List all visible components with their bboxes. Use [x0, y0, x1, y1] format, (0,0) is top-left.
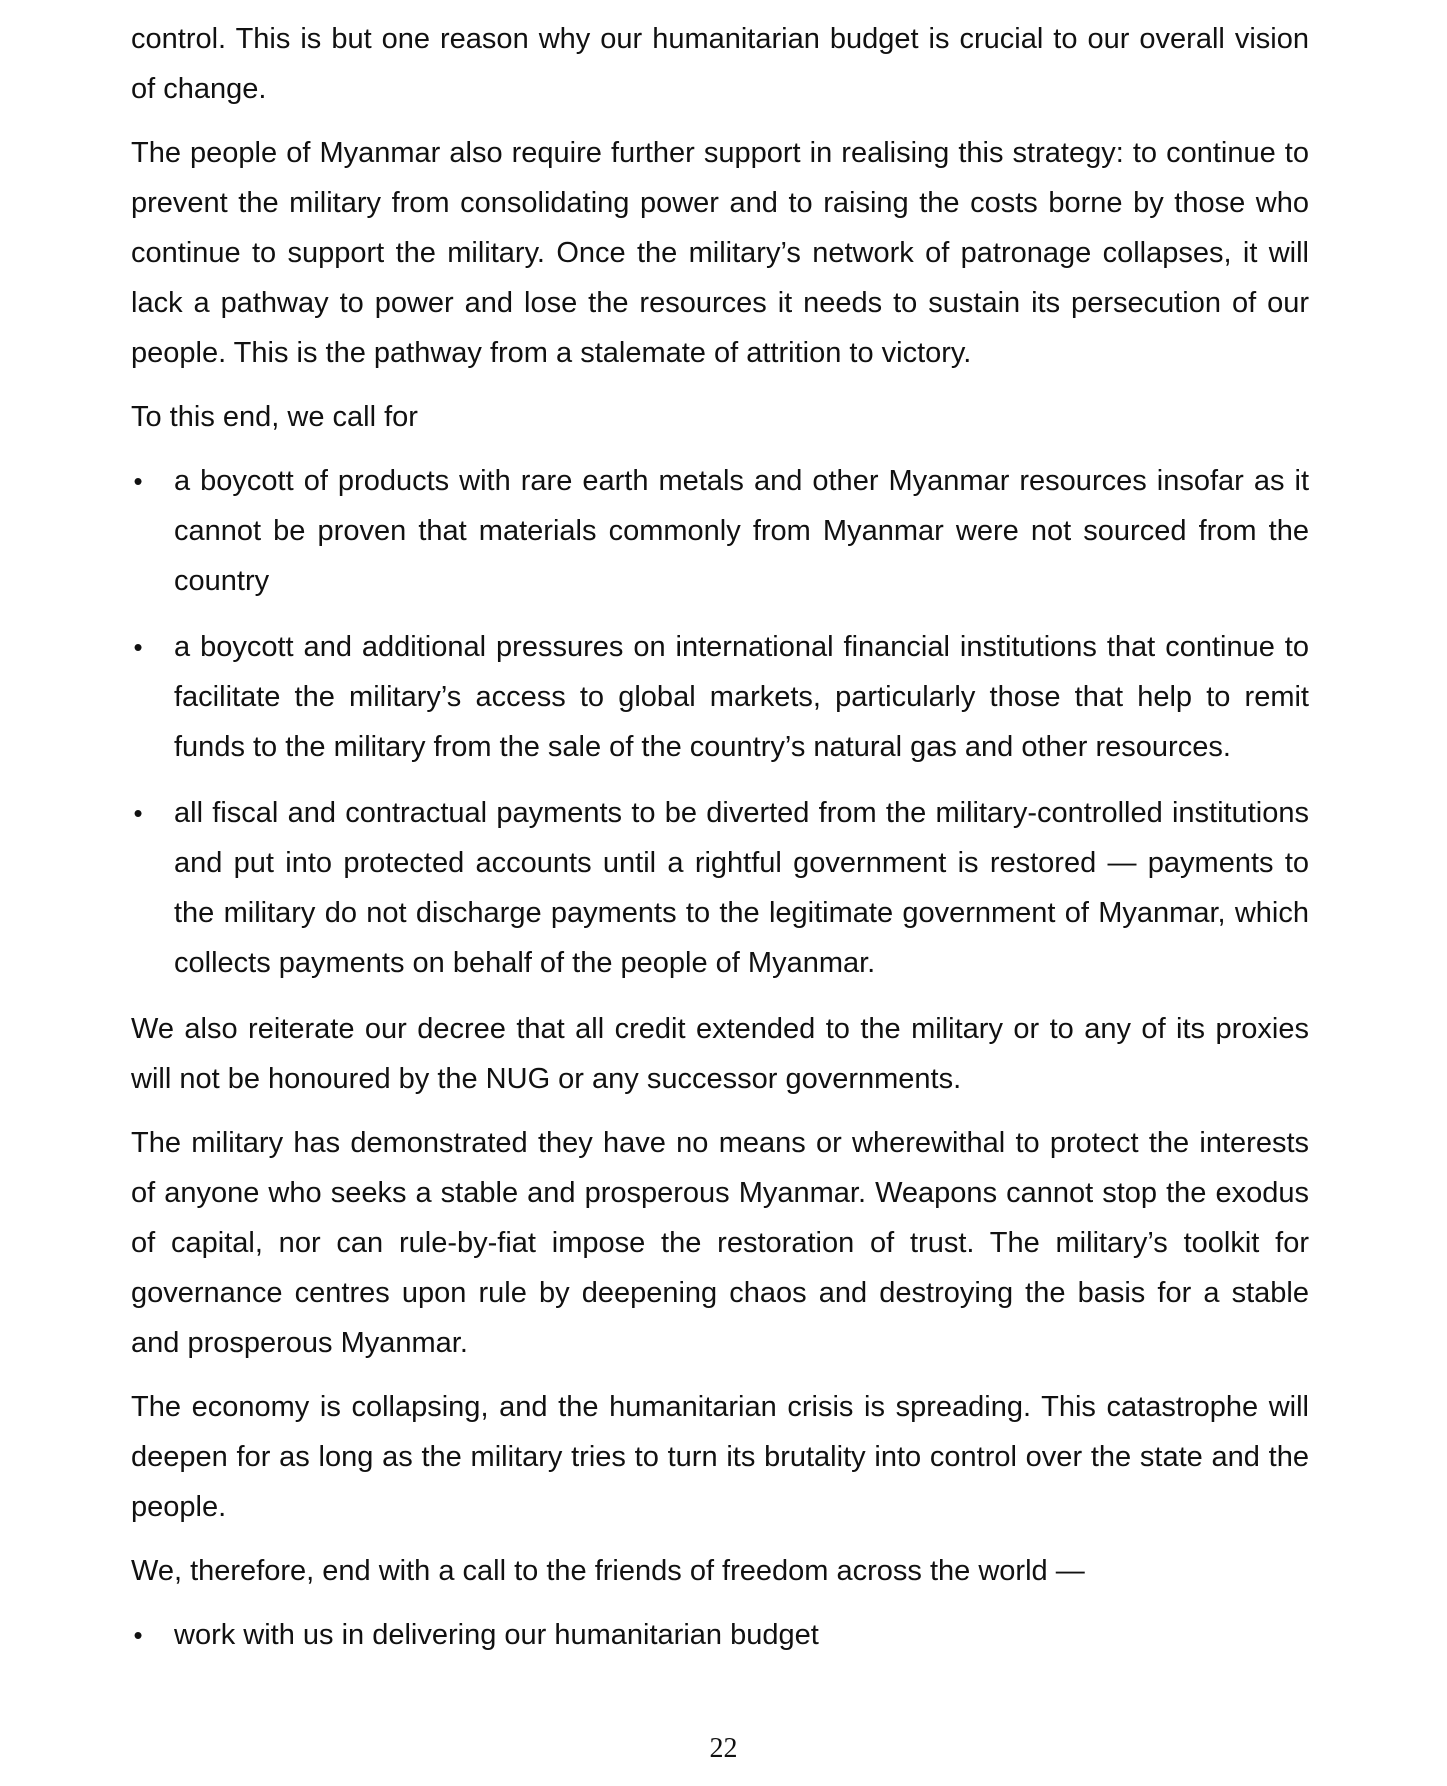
document-page	[131, 14, 1309, 1676]
list-item-text: all fiscal and contractual payments to be diverted from the military-controlled institutions and put into protected accounts until a rightful government is restored — payments to the military do not discharge payments to the legitimate government of Myanmar, which collects payments on behalf of the people of Myanmar.	[174, 797, 1309, 979]
list-item-text: a boycott and additional pressures on international financial institutions that continue to facilitate the military’s access to global markets, particularly those that help to remit funds to the military from the sale of the country’s natural gas and other resources.	[174, 631, 1309, 763]
paragraph: We also reiterate our decree that all credit extended to the military or to any of its proxies will not be honoured by the NUG or any successor governments.	[131, 1013, 1309, 1095]
paragraph: The economy is collapsing, and the humanitarian crisis is spreading. This catastrophe will deepen for as long as the military tries to turn its brutality into control over the state and the people.	[131, 1391, 1309, 1523]
paragraph: We, therefore, end with a call to the friends of freedom across the world —	[131, 1555, 1085, 1587]
bullet-icon: •	[133, 466, 143, 496]
paragraph: The military has demonstrated they have no means or wherewithal to protect the interests of anyone who seeks a stable and prosperous Myanmar. Weapons cannot stop the exodus of capital, nor can rule-by-fiat impose the restoration of trust. The military’s toolkit for governance centres upon rule by deepening chaos and destroying the basis for a stable and prosperous Myanmar.	[131, 1127, 1309, 1359]
list-item	[131, 1610, 1309, 1660]
list-item	[131, 622, 1309, 772]
list-item	[131, 456, 1309, 606]
paragraph: To this end, we call for	[131, 401, 418, 433]
list-item-text: a boycott of products with rare earth metals and other Myanmar resources insofar as it cannot be proven that materials commonly from Myanmar were not sourced from the country	[174, 465, 1309, 597]
paragraph: control. This is but one reason why our humanitarian budget is crucial to our overall vision of change.	[131, 23, 1309, 105]
final-calls-list	[131, 1610, 1309, 1660]
bullet-icon: •	[133, 1620, 143, 1650]
bullet-icon: •	[133, 798, 143, 828]
page-number: 22	[709, 1733, 738, 1764]
list-item	[131, 788, 1309, 988]
list-item-text: work with us in delivering our humanitarian budget	[174, 1619, 819, 1651]
calls-list	[131, 456, 1309, 988]
bullet-icon: •	[133, 632, 143, 662]
paragraph: The people of Myanmar also require further support in realising this strategy: to continue to prevent the military from consolidating power and to raising the costs borne by those who continue to support the military. Once the military’s network of patronage collapses, it will lack a pathway to power and lose the resources it needs to sustain its persecution of our people. This is the pathway from a stalemate of attrition to victory.	[131, 137, 1309, 369]
